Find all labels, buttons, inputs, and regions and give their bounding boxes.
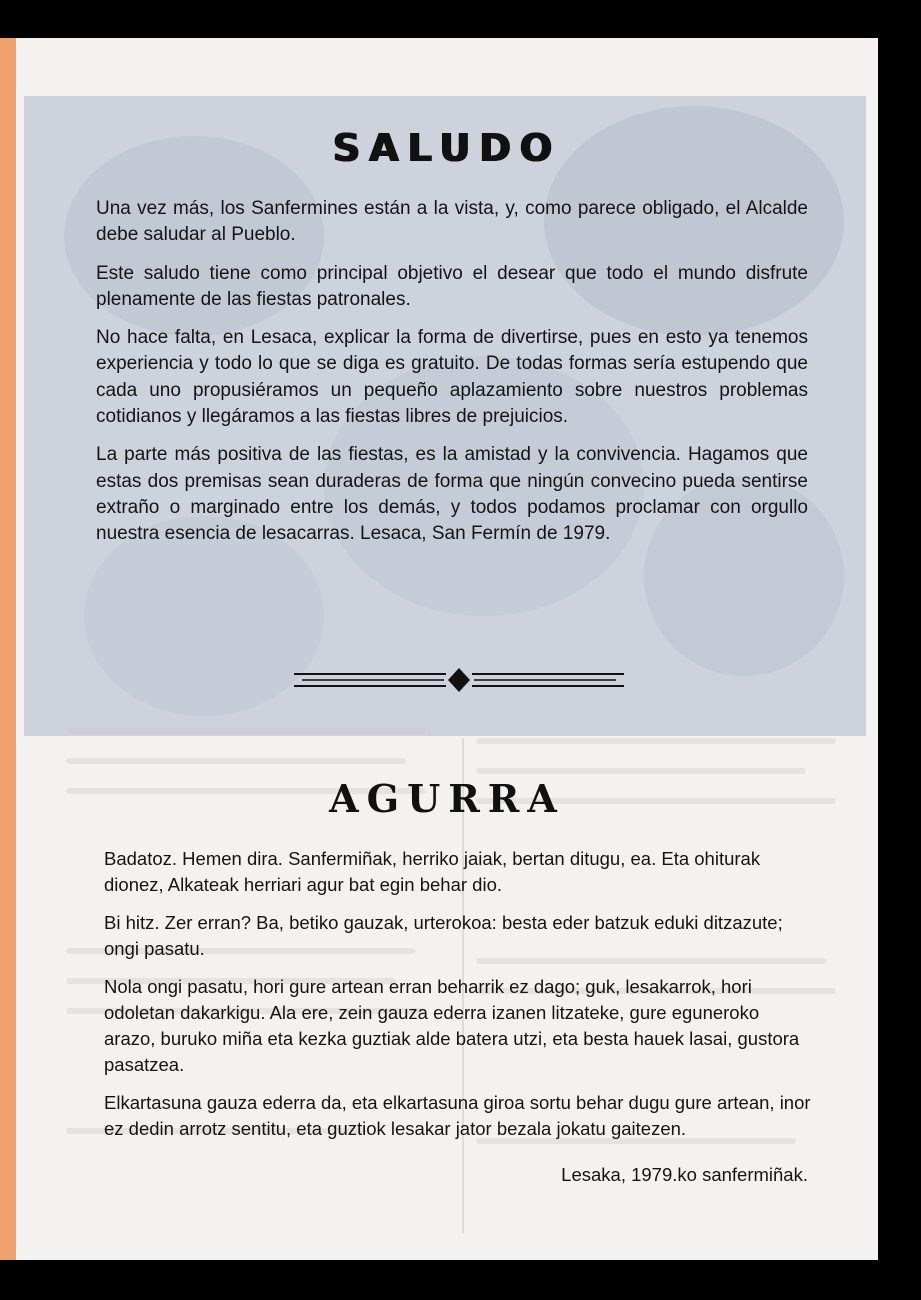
agurra-paragraph: Bi hitz. Zer erran? Ba, betiko gauzak, urterokoa: besta eder batzuk eduki ditzazute; ongi pasatu. (104, 912, 783, 959)
saludo-paragraph: Este saludo tiene como principal objetivo el desear que todo el mundo disfrute plenamente de las fiestas patronales. (96, 262, 808, 310)
saludo-heading: SALUDO (332, 126, 562, 170)
saludo-paragraph: No hace falta, en Lesaca, explicar la forma de divertirse, pues en esto ya tenemos experiencia y todo lo que se diga es gratuito. De todas formas sería estupendo que cada uno propusiéramos un pequeño aplazamiento sobre nuestros problemas cotidianos y llegáramos a las fiestas libres de prejuicios. (96, 327, 808, 428)
agurra-paragraph: Badatoz. Hemen dira. Sanfermiñak, herriko jaiak, bertan ditugu, ea. Eta ohiturak dionez, Alkateak herriari agur bat egin behar dio. (104, 848, 761, 895)
agurra-paragraph: Nola ongi pasatu, hori gure artean erran beharrik ez dago; guk, lesakarrok, hori odoletan dakarkigu. Ala ere, zein gauza ederra izanen litzateke, gure eguneroko arazo, buruko miña eta kezka guztiak alde batera utzi, eta besta hauek lasai, gustora pasatzea. (104, 976, 800, 1075)
agurra-paragraph: Elkartasuna gauza ederra da, eta elkartasuna giroa sortu behar dugu gure artean, inor ez dedin arrotz sentitu, eta guztiok lesakar jator bezala jokatu gaitezen. (104, 1092, 811, 1139)
agurra-heading: AGURRA (329, 776, 565, 821)
orange-page-edge (0, 38, 16, 1260)
saludo-paragraph: Una vez más, los Sanfermines están a la vista, y, como parece obligado, el Alcalde debe saludar al Pueblo. (96, 198, 808, 246)
ornamental-divider (294, 662, 624, 702)
saludo-text (96, 196, 808, 560)
program-page (16, 38, 878, 1260)
agurra-text (104, 846, 814, 1154)
saludo-paragraph: La parte más positiva de las fiestas, es la amistad y la convivencia. Hagamos que estas dos premisas sean duraderas de forma que ningún convecino pueda sentirse extraño o marginado entre los demás, y todos podamos proclamar con orgullo nuestra esencia de lesacarras. Lesaca, San Fermín de 1979. (96, 444, 808, 545)
signature-line: Lesaka, 1979.ko sanfermiñak. (561, 1164, 808, 1185)
